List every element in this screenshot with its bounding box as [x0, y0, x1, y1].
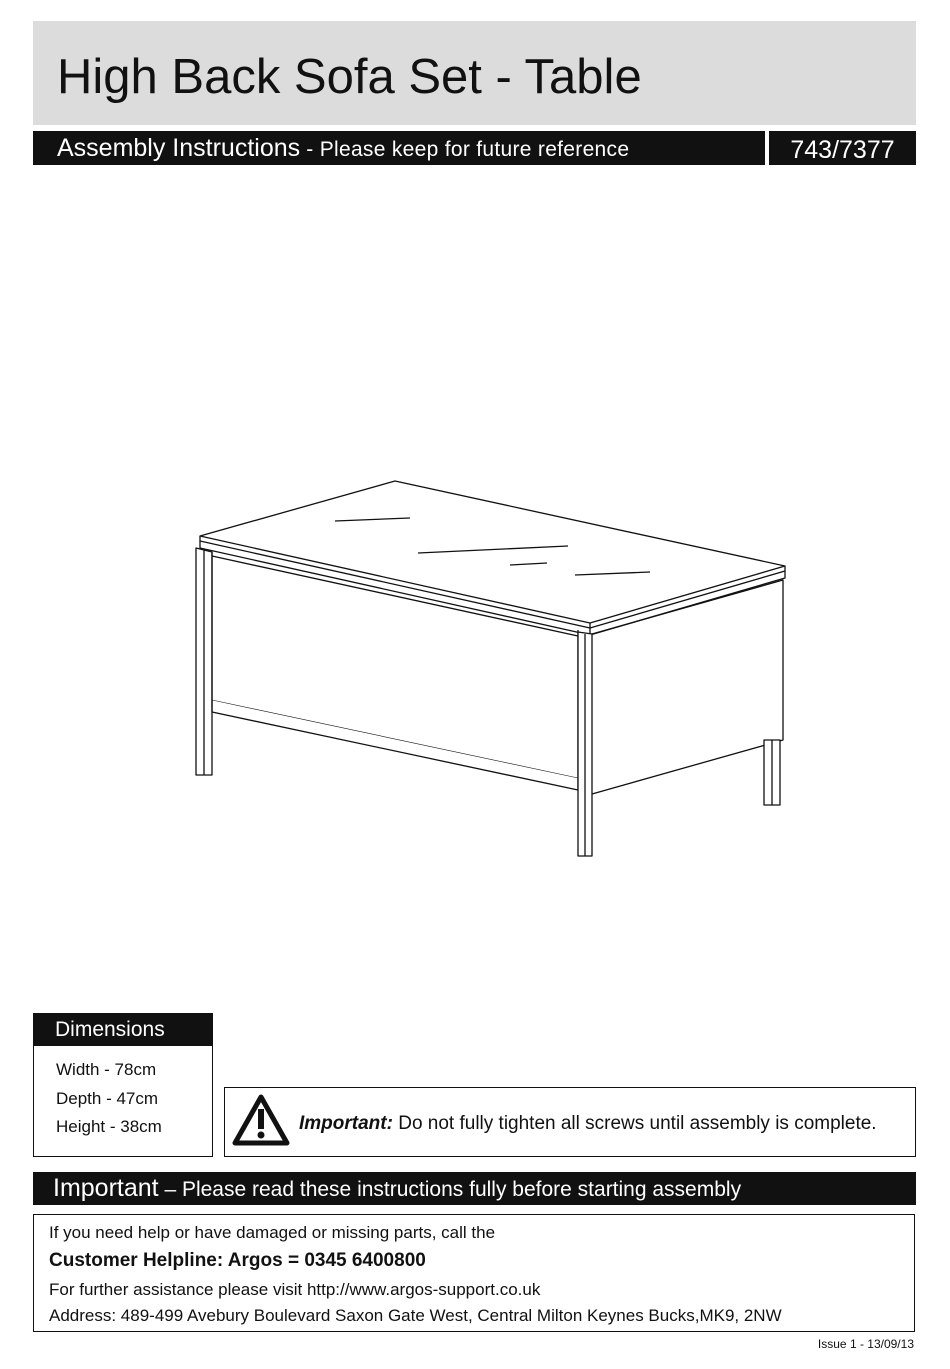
dimension-width: Width - 78cm: [56, 1060, 157, 1079]
document-title: High Back Sofa Set - Table: [57, 50, 642, 104]
helpline-address: Address: 489-499 Avebury Boulevard Saxon Gate West, Central Milton Keynes Bucks,MK9, 2NW: [49, 1306, 782, 1325]
helpline-website: For further assistance please visit http://www.argos-support.co.uk: [49, 1280, 541, 1299]
important-text: [53, 1174, 741, 1204]
warning-text: [299, 1113, 877, 1135]
subtitle: [57, 134, 629, 164]
title-band: [33, 21, 916, 125]
dimensions-box: [33, 1046, 213, 1157]
helpline-number: Customer Helpline: Argos = 0345 6400800: [49, 1250, 426, 1271]
warning-box: [224, 1087, 916, 1157]
product-code: 743/7377: [790, 136, 895, 164]
dimension-depth: Depth - 47cm: [56, 1089, 159, 1108]
warning-triangle-icon: [231, 1093, 291, 1149]
dimensions-heading: Dimensions: [55, 1018, 165, 1041]
product-code-bar: [769, 131, 916, 165]
warning-label: Important:: [299, 1113, 393, 1134]
important-title: Important: [53, 1174, 159, 1202]
table-illustration: [180, 470, 800, 870]
subtitle-note: - Please keep for future reference: [300, 138, 630, 161]
dimension-height: Height - 38cm: [56, 1117, 162, 1136]
subtitle-bar: [33, 131, 765, 165]
warning-message: Do not fully tighten all screws until assembly is complete.: [392, 1113, 877, 1134]
important-bar: [33, 1172, 916, 1205]
subtitle-main: Assembly Instructions: [57, 134, 301, 162]
important-note: – Please read these instructions fully before starting assembly: [158, 1178, 742, 1201]
helpline-intro: If you need help or have damaged or missing parts, call the: [49, 1223, 496, 1242]
issue-label: Issue 1 - 13/09/13: [817, 1337, 914, 1351]
dimensions-header: [33, 1013, 213, 1046]
helpline-box: [33, 1214, 915, 1332]
